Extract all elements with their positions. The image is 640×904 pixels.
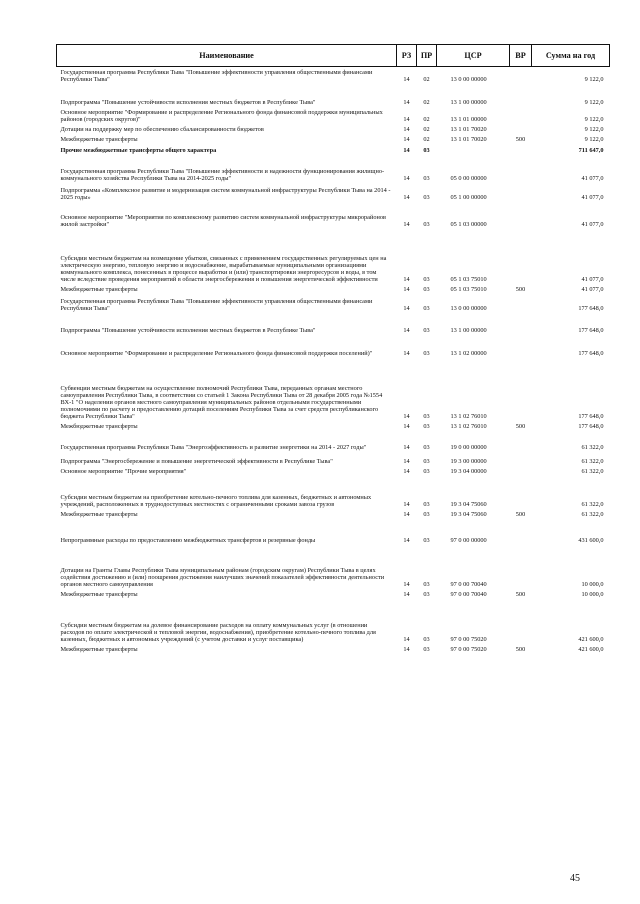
cell-sum: 61 322,0 — [581, 468, 604, 476]
table-row — [57, 509, 610, 519]
cell-csr: 05 0 00 00000 — [450, 175, 487, 183]
cell-sum: 61 322,0 — [581, 501, 604, 509]
cell-sum: 61 322,0 — [581, 458, 604, 466]
table-row — [57, 545, 610, 589]
table-row — [57, 644, 610, 654]
cell-name: Дотации на поддержку мер по обеспечению сбалансированности бюджетов — [60, 126, 264, 134]
cell-name: Субсидии местным бюджетам на возмещение убытков, связанных с применением государственных регулируемых цен на электрическую энергию, тепловую энергию и водоснабжение, вырабатываемые муниципальными организациями коммунального комплекса, понесенных в процессе выработки и (или) транспортировки энергоресурсов и воды, в том числе вследствие проведения мероприятий в области энергосбережения и повышения энергетической эффективности — [60, 255, 387, 284]
cell-sum: 177 648,0 — [578, 327, 604, 335]
cell-name: Субвенции местным бюджетам на осуществление полномочий Республики Тыва, переданных органам местного самоуправления Республики Тыва, в соответствии со статьей 1 Закона Республики Тыва от 28 декабря 2005 года №1554 ВХ-1 "О наделении органов местного самоуправления муниципальных районов отдельными государственными полномочиями по расчету и предоставлению дотаций поселениям Республики Тыва за счет средств республиканского бюджета Республики Тыва" — [60, 385, 383, 421]
cell-pr: 03 — [423, 444, 430, 452]
cell-pr: 03 — [423, 646, 430, 654]
cell-pr: 03 — [423, 276, 430, 284]
cell-vr — [510, 202, 532, 229]
table-row — [57, 519, 610, 545]
cell-pr: 03 — [423, 350, 430, 358]
cell-vr: 500 — [515, 423, 526, 431]
cell-vr — [510, 431, 532, 452]
cell-pr: 02 — [423, 126, 430, 134]
cell-pr: 03 — [423, 591, 430, 599]
cell-name: Межбюджетные трансферты — [60, 646, 138, 654]
cell-sum: 421 600,0 — [578, 636, 604, 644]
cell-sum: 41 077,0 — [581, 286, 604, 294]
cell-rz: 14 — [403, 276, 410, 284]
cell-csr: 19 0 00 00000 — [450, 444, 487, 452]
cell-vr — [510, 476, 532, 509]
cell-pr: 02 — [423, 76, 430, 84]
cell-rz: 14 — [403, 591, 410, 599]
table-row — [57, 476, 610, 509]
cell-rz: 14 — [403, 76, 410, 84]
cell-name: Дотации на Гранты Главы Республики Тыва муниципальным районам (городским округам) Республики Тыва в целях содействия достижению и (или) поощрения достижения наилучших значений показателей эффективности деятельности органов местного самоуправления — [60, 567, 385, 589]
cell-pr: 03 — [423, 581, 430, 589]
cell-name: Государственная программа Республики Тыва "Энергоэффективность и развитие энергетики на 2014 - 2027 годы" — [60, 444, 367, 452]
cell-sum: 9 122,0 — [584, 76, 604, 84]
cell-sum: 61 322,0 — [581, 444, 604, 452]
cell-pr: 03 — [423, 413, 430, 421]
cell-csr: 13 1 02 76010 — [450, 423, 487, 431]
cell-vr: 500 — [515, 286, 526, 294]
cell-name: Основное мероприятие "Мероприятия по комплексному развитию систем коммунальной инфраструктуры микрорайонов жилой застройки" — [60, 214, 386, 229]
cell-sum: 711 647,0 — [578, 147, 604, 155]
cell-pr: 03 — [423, 175, 430, 183]
table-row — [57, 466, 610, 476]
cell-name: Прочие межбюджетные трансферты общего характера — [60, 147, 217, 155]
header-rz: РЗ — [397, 45, 417, 67]
cell-name: Основное мероприятие "Прочие мероприятия" — [60, 468, 187, 476]
cell-rz: 14 — [403, 468, 410, 476]
cell-csr: 19 3 04 75060 — [450, 511, 487, 519]
header-vr: ВР — [510, 45, 532, 67]
header-pr: ПР — [417, 45, 437, 67]
cell-name: Межбюджетные трансферты — [60, 591, 138, 599]
cell-pr: 03 — [423, 636, 430, 644]
table-row — [57, 67, 610, 84]
cell-csr: 05 1 00 00000 — [450, 194, 487, 202]
cell-csr: 97 0 00 00000 — [450, 537, 487, 545]
cell-name: Субсидии местным бюджетам на долевое финансирование расходов на оплату коммунальных услуг (в отношении расходов по оплате электрической и тепловой энергии, водоснабжения), приобретение котельно-печного топлива для казенных, бюджетных и автономных учреждений (с учетом доставки и услуг поставщика) — [60, 622, 376, 644]
table-row — [57, 589, 610, 599]
cell-name: Государственная программа Республики Тыва "Повышение эффективности управления общественными финансами Республики Тыва" — [60, 298, 373, 313]
table-row — [57, 229, 610, 284]
cell-vr — [510, 144, 532, 155]
cell-pr: 02 — [423, 99, 430, 107]
cell-vr — [510, 358, 532, 421]
table-row — [57, 421, 610, 431]
cell-vr — [510, 107, 532, 124]
cell-csr: 13 0 00 00000 — [450, 76, 487, 84]
header-name: Наименование — [57, 45, 397, 67]
cell-rz: 14 — [403, 423, 410, 431]
cell-pr: 03 — [423, 327, 430, 335]
cell-rz: 14 — [403, 194, 410, 202]
table-row — [57, 107, 610, 124]
budget-table — [56, 44, 610, 654]
table-body — [57, 67, 610, 654]
cell-pr: 03 — [423, 537, 430, 545]
cell-csr: 13 0 00 00000 — [450, 305, 487, 313]
cell-vr — [510, 599, 532, 644]
cell-pr: 03 — [423, 468, 430, 476]
cell-csr: 13 1 01 00000 — [450, 116, 487, 124]
cell-vr: 500 — [515, 511, 526, 519]
cell-rz: 14 — [403, 501, 410, 509]
cell-name: Субсидии местным бюджетам на приобретение котельно-печного топлива для казенных, бюджетных и автономных учреждений, расположенных в труднодоступных местностях с ограниченными сроками завоза грузов — [60, 494, 372, 509]
cell-rz: 14 — [403, 99, 410, 107]
table-row — [57, 183, 610, 202]
cell-pr: 03 — [423, 147, 430, 155]
cell-name: Государственная программа Республики Тыва "Повышение эффективности и надежности функционирования жилищно-коммунального хозяйства Республики Тыва на 2014-2025 годы" — [60, 168, 385, 183]
cell-csr: 13 1 01 70020 — [450, 136, 487, 144]
table-row — [57, 124, 610, 134]
cell-csr: 97 0 00 70040 — [450, 591, 487, 599]
cell-csr: 97 0 00 75020 — [450, 646, 487, 654]
cell-vr — [510, 335, 532, 358]
table-row — [57, 155, 610, 183]
cell-sum: 177 648,0 — [578, 305, 604, 313]
cell-pr: 03 — [423, 305, 430, 313]
cell-rz: 14 — [403, 327, 410, 335]
cell-sum: 9 122,0 — [584, 116, 604, 124]
cell-rz: 14 — [403, 458, 410, 466]
cell-csr: 97 0 00 75020 — [450, 636, 487, 644]
cell-csr: 19 3 04 75060 — [450, 501, 487, 509]
cell-pr: 03 — [423, 501, 430, 509]
table-row — [57, 313, 610, 335]
cell-rz: 14 — [403, 305, 410, 313]
cell-rz: 14 — [403, 413, 410, 421]
cell-vr: 500 — [515, 136, 526, 144]
cell-csr: 13 1 02 76010 — [450, 413, 487, 421]
cell-rz: 14 — [403, 175, 410, 183]
cell-csr — [437, 144, 510, 155]
cell-rz: 14 — [403, 444, 410, 452]
table-row — [57, 144, 610, 155]
cell-sum: 421 600,0 — [578, 646, 604, 654]
cell-sum: 10 000,0 — [581, 591, 604, 599]
table-row — [57, 599, 610, 644]
cell-sum: 41 077,0 — [581, 194, 604, 202]
cell-name: Основное мероприятие "Формирование и распределение Регионального фонда финансовой поддержки муниципальных районов (городских округов)" — [60, 109, 383, 124]
cell-sum: 9 122,0 — [584, 126, 604, 134]
cell-csr: 05 1 03 75010 — [450, 276, 487, 284]
cell-sum: 61 322,0 — [581, 511, 604, 519]
cell-sum: 41 077,0 — [581, 221, 604, 229]
table-row — [57, 84, 610, 107]
cell-rz: 14 — [403, 116, 410, 124]
cell-csr: 13 1 02 00000 — [450, 350, 487, 358]
cell-sum: 177 648,0 — [578, 423, 604, 431]
cell-vr — [510, 84, 532, 107]
cell-rz: 14 — [403, 147, 410, 155]
cell-csr: 13 1 01 70020 — [450, 126, 487, 134]
cell-pr: 02 — [423, 116, 430, 124]
cell-vr — [510, 294, 532, 313]
cell-sum: 41 077,0 — [581, 175, 604, 183]
cell-vr — [510, 67, 532, 84]
cell-sum: 431 600,0 — [578, 537, 604, 545]
cell-rz: 14 — [403, 286, 410, 294]
cell-sum: 9 122,0 — [584, 99, 604, 107]
cell-csr: 19 3 00 00000 — [450, 458, 487, 466]
cell-csr: 13 1 00 00000 — [450, 99, 487, 107]
cell-rz: 14 — [403, 646, 410, 654]
cell-vr — [510, 229, 532, 284]
cell-vr — [510, 183, 532, 202]
cell-rz: 14 — [403, 511, 410, 519]
table-row — [57, 202, 610, 229]
cell-name: Подпрограмма "Энергосбережение и повышение энергетической эффективности в Республике Тыва" — [60, 458, 333, 466]
table-row — [57, 134, 610, 144]
table-row — [57, 452, 610, 466]
header-sum: Сумма на год — [532, 45, 610, 67]
cell-sum: 41 077,0 — [581, 276, 604, 284]
cell-vr — [510, 155, 532, 183]
cell-pr: 03 — [423, 286, 430, 294]
table-row — [57, 431, 610, 452]
cell-name: Государственная программа Республики Тыва "Повышение эффективности управления общественными финансами Республики Тыва" — [60, 69, 373, 84]
table-row — [57, 294, 610, 313]
cell-rz: 14 — [403, 636, 410, 644]
cell-rz: 14 — [403, 221, 410, 229]
cell-pr: 03 — [423, 458, 430, 466]
cell-pr: 03 — [423, 511, 430, 519]
cell-name: Непрограммные расходы по предоставлению межбюджетных трансфертов и резервные фонды — [60, 537, 316, 545]
cell-csr: 13 1 00 00000 — [450, 327, 487, 335]
table-row — [57, 335, 610, 358]
page-number: 45 — [570, 873, 580, 884]
cell-vr — [510, 452, 532, 466]
cell-pr: 02 — [423, 136, 430, 144]
cell-name: Межбюджетные трансферты — [60, 286, 138, 294]
table-header — [57, 45, 610, 67]
cell-name: Подпрограмма "Повышение устойчивости исполнения местных бюджетов в Республике Тыва" — [60, 327, 316, 335]
cell-rz: 14 — [403, 136, 410, 144]
cell-csr: 19 3 04 00000 — [450, 468, 487, 476]
cell-sum: 177 648,0 — [578, 413, 604, 421]
cell-vr — [510, 313, 532, 335]
cell-vr: 500 — [515, 591, 526, 599]
table-row — [57, 358, 610, 421]
cell-name: Межбюджетные трансферты — [60, 423, 138, 431]
cell-rz: 14 — [403, 537, 410, 545]
cell-vr — [510, 519, 532, 545]
cell-vr — [510, 124, 532, 134]
cell-name: Основное мероприятие "Формирование и распределение Регионального фонда финансовой поддержки поселений)" — [60, 350, 373, 358]
header-csr: ЦСР — [437, 45, 510, 67]
cell-vr — [510, 466, 532, 476]
cell-sum: 177 648,0 — [578, 350, 604, 358]
cell-rz: 14 — [403, 126, 410, 134]
cell-name: Подпрограмма "Повышение устойчивости исполнения местных бюджетов в Республике Тыва" — [60, 99, 316, 107]
cell-sum: 9 122,0 — [584, 136, 604, 144]
cell-vr — [510, 545, 532, 589]
cell-pr: 03 — [423, 423, 430, 431]
cell-pr: 03 — [423, 221, 430, 229]
cell-csr: 05 1 03 00000 — [450, 221, 487, 229]
cell-rz: 14 — [403, 350, 410, 358]
cell-rz: 14 — [403, 581, 410, 589]
cell-name: Межбюджетные трансферты — [60, 136, 138, 144]
cell-pr: 03 — [423, 194, 430, 202]
cell-name: Межбюджетные трансферты — [60, 511, 138, 519]
cell-name: Подпрограмма «Комплексное развитие и модернизация систем коммунальной инфраструктуры Республики Тыва на 2014 - 2025 годы» — [60, 187, 391, 202]
cell-csr: 97 0 00 70040 — [450, 581, 487, 589]
cell-vr: 500 — [515, 646, 526, 654]
table-row — [57, 284, 610, 294]
cell-sum: 10 000,0 — [581, 581, 604, 589]
cell-csr: 05 1 03 75010 — [450, 286, 487, 294]
